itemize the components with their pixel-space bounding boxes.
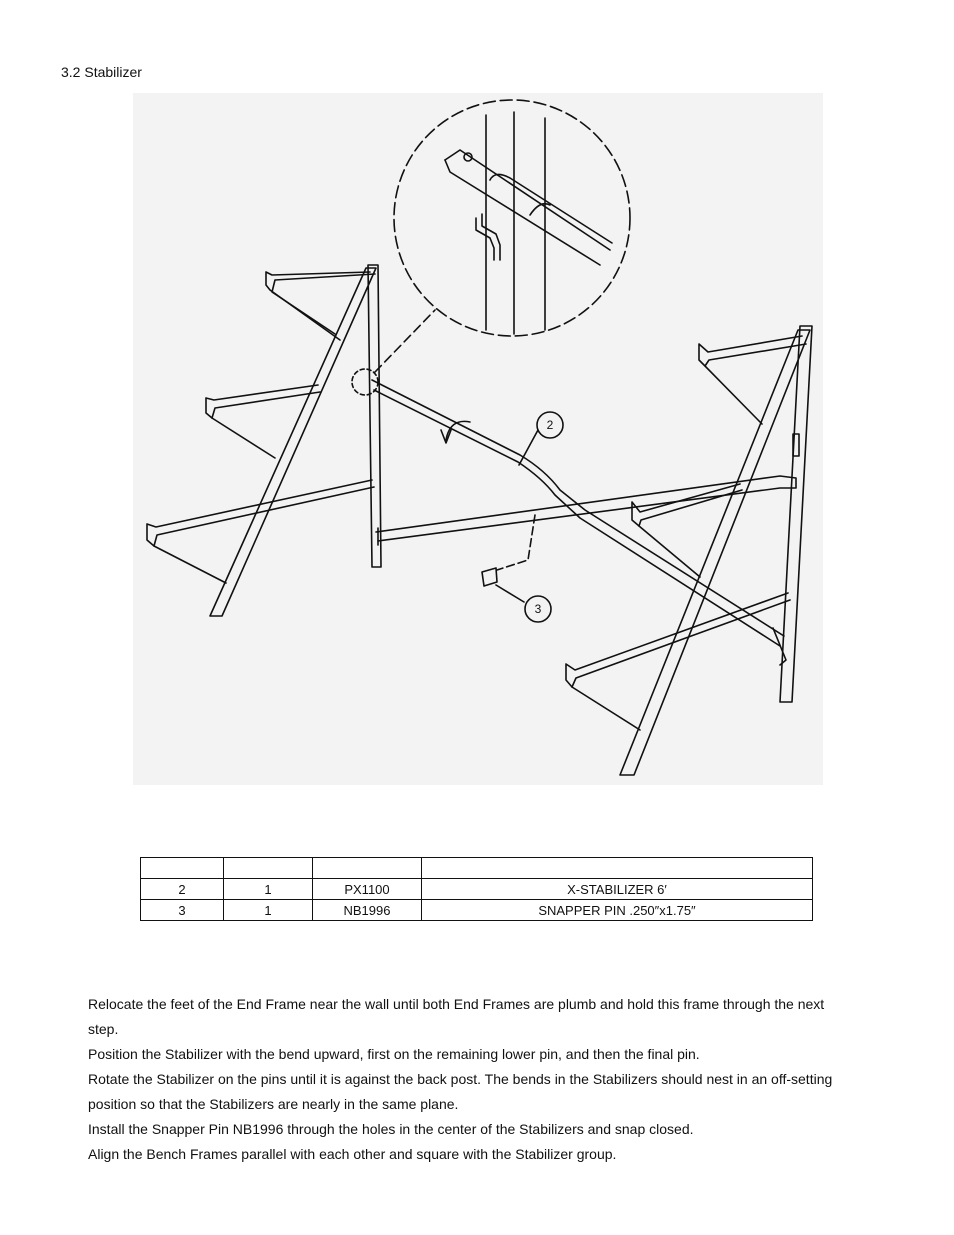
instruction-step: Install the Snapper Pin NB1996 through the holes in the center of the Stabilizers and snap closed. [88,1121,694,1137]
right-end-frame [566,326,812,775]
callout-label-2: 2 [546,418,554,432]
table-cell: PX1100 [313,879,422,900]
instruction-list [88,992,848,1167]
table-cell: 3 [141,900,224,921]
section-title: 3.2 Stabilizer [61,64,142,80]
table-header-cell [224,858,313,879]
detail-circle [352,100,630,395]
table-row [141,879,813,900]
parts-table [140,857,813,921]
table-cell: SNAPPER PIN .250″x1.75″ [422,900,813,921]
stabilizer-bars [372,380,796,665]
table-cell: X-STABILIZER 6′ [422,879,813,900]
instruction-step: Position the Stabilizer with the bend upward, first on the remaining lower pin, and then the final pin. [88,1046,700,1062]
table-cell: 1 [224,900,313,921]
table-row [141,900,813,921]
table-cell: 1 [224,879,313,900]
callout-leader-3 [496,585,524,602]
instruction-step: Relocate the feet of the End Frame near the wall until both End Frames are plumb and hold this frame through the next step. [88,996,825,1037]
table-cell: NB1996 [313,900,422,921]
table-header-cell [313,858,422,879]
instruction-step: Rotate the Stabilizer on the pins until it is against the back post. The bends in the Stabilizers should nest in an off-setting position so that the Stabilizers are nearly in the same plane. [88,1071,833,1112]
snapper-pin-icon [482,568,497,586]
left-end-frame [147,265,381,616]
table-header-cell [141,858,224,879]
table-header-row [141,858,813,879]
instruction-step: Align the Bench Frames parallel with each other and square with the Stabilizer group. [88,1146,617,1162]
table-header-cell [422,858,813,879]
table-cell: 2 [141,879,224,900]
callout-label-3: 3 [534,602,542,616]
